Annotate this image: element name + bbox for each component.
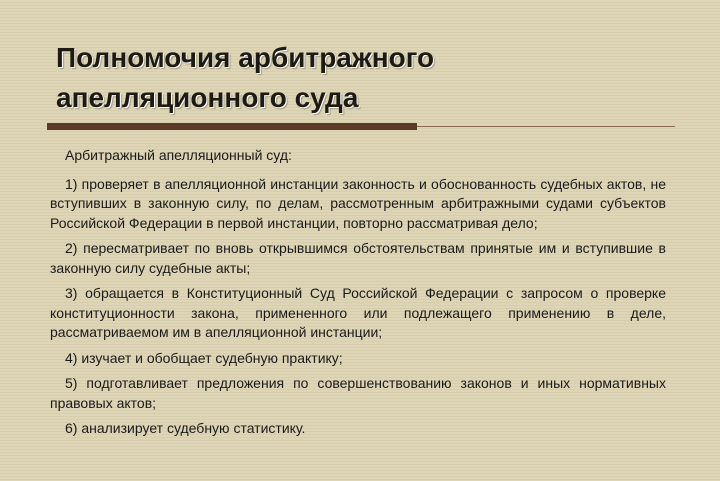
body-intro: Арбитражный апелляционный суд:: [65, 147, 292, 163]
body-item-4: 4) изучает и обобщает судебную практику;: [65, 349, 343, 366]
slide-title-line-1: Полномочия арбитражного: [56, 42, 435, 73]
title-divider-line: [417, 126, 675, 127]
slide-title-line-2: апелляционного суда: [56, 82, 359, 113]
body-item-1: 1) проверяет в апелляционной инстанции законность и обоснованность судебных актов, не вступивших в законную силу, по делам, рассмотренным арбитражными судами субъектов Российской Федерации в первой инстанции, повторно рассматривая дело;: [50, 175, 666, 231]
body-item-3: 3) обращается в Конституционный Суд Российской Федерации с запросом о проверке конституционности закона, примененного или подлежащего применению в деле, рассматриваемом им в апелляционной инстанции;: [50, 285, 666, 340]
title-divider-accent: [47, 123, 417, 130]
body-item-6: 6) анализирует судебную статистику.: [65, 420, 306, 436]
body-item-2: 2) пересматривает по вновь открывшимся обстоятельствам принятые им и вступившие в законную силу судебные акты;: [50, 240, 666, 276]
slide-title: [56, 38, 616, 118]
body-item-5: 5) подготавливает предложения по совершенствованию законов и иных нормативных правовых актов;: [50, 375, 666, 411]
slide-body: [50, 146, 666, 445]
